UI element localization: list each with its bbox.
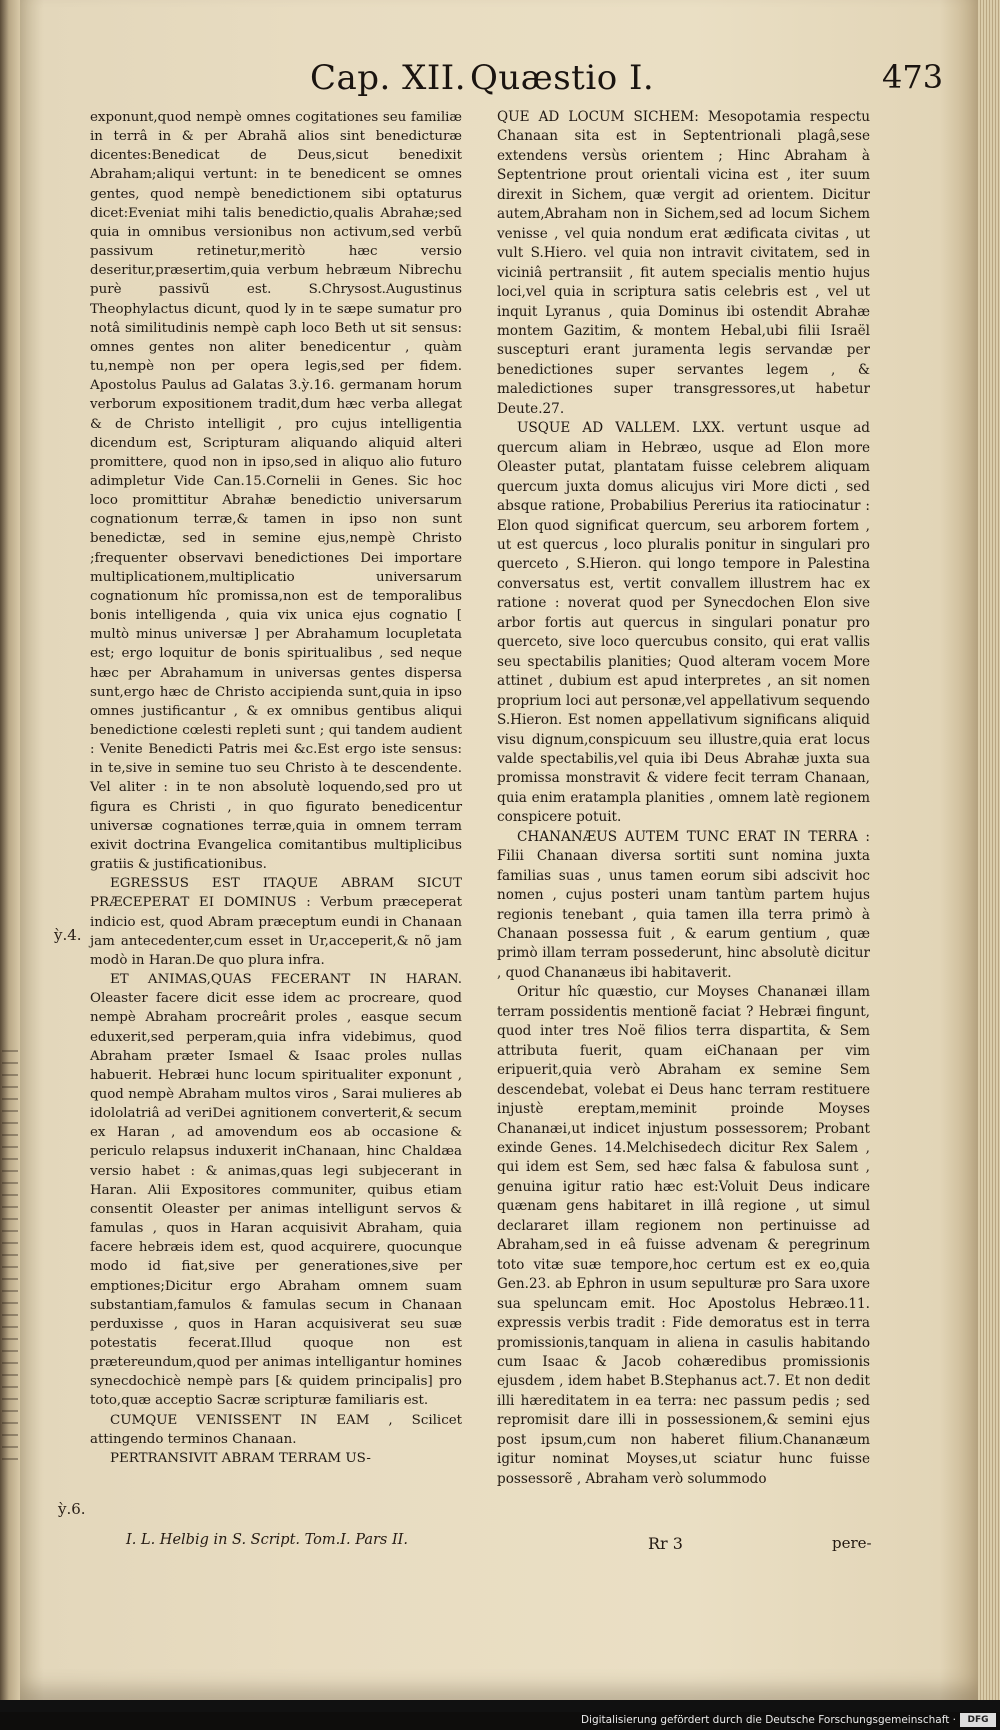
digitization-credit: Digitalisierung gefördert durch die Deutsche Forschungsgemeinschaft · [580, 1714, 956, 1726]
dfg-logo-icon: DFG [960, 1713, 996, 1727]
running-head-chapter: Cap. XII. [310, 58, 467, 98]
running-head-question: Quæstio I. [470, 58, 655, 98]
signature-mark: Rr 3 [648, 1534, 683, 1553]
verse-marker-6: ỳ.6. [58, 1500, 86, 1518]
paragraph: exponunt,quod nempè omnes cogitationes seu familiæ in terrâ in & per Abrahã alios sint benedicturæ dicentes:Benedicat de Deus,sicut benedixit Abraham;aliqui vertunt: in te benedicent se omnes gentes, quod nempè benedictionem sibi optaturus dicet:Eveniat mihi talis benedictio,qualis Abrahæ;sed quia in omnibus versionibus non activum,sed verbũ passivum retinetur,meritò hæc versio deseritur,præsertim,quia verbum hebræum Nibrechu purè passivũ est. S.Chrysost.Augustinus Theophylactus dicunt, quod ly in te sæpe sumatur pro notâ similitudinis nempè caph loco Beth ut sit sensus: omnes gentes non aliter benedicentur , quàm tu,nempè non per opera legis,sed per fidem. Apostolus Paulus ad Galatas 3.ỳ.16. germanam horum verborum expositionem tradit,dum hæc verba allegat & de Christo intelligit , pro cujus intelligentia dicendum est, Scripturam aliquando aliquid alteri promittere, quod non in ipso,sed in aliquo alio futuro adimpletur Vide Can.15.Cornelii in Genes. Sic hoc loco promittitur Abrahæ benedictio universarum cognationum terræ,& tamen in ipso non sunt benedictæ, sed in semine ejus,nempè Christo ;frequenter observavi benedictiones Dei importare multiplicationem,multiplicatio universarum cognationum hîc promissa,non est de temporalibus bonis intelligenda , quia vix unica ejus cognatio [ multò minus universæ ] per Abrahamum locupletata est; ergo loquitur de bonis spiritualibus , sed neque hæc per Abrahamum in universas gentes dispersa sunt,ergo hæc de Christo accipienda sunt,quia in ipso omnes justificantur , & ex omnibus gentibus aliqui benedictione cœlesti repleti sunt ; qui tandem audient : Venite Benedicti Patris mei &c.Est ergo iste sensus: in te,sive in semine tuo seu Christo à te descendente. Vel aliter : in te non absolutè loquendo,sed pro ut figura es Christi , in quo figurato benedicentur universæ cognationes terræ,quia in omnem terram exivit doctrina Evangelica comitantibus multiplicibus gratiis & justificationibus. [90, 110, 462, 873]
paragraph: ET ANIMAS,QUAS FECERANT IN HARAN. Oleaster facere dicit esse idem ac procreare, quod nempè Abraham procreârit proles , easque secum eduxerit,sed perperam,quia infra videbimus, quod Abraham præter Ismael & Isaac proles nullas habuerit. Hebræi hunc locum spiritualiter exponunt , quod nempè Abraham multos viros , Sarai mulieres ab idololatriâ ad veriDei agnitionem converterit,& secum ex Haran , ad amovendum eos ab occasione & periculo relapsus induxerit inChanaan, hinc Chaldæa versio habet : & animas,quas legi subjecerant in Haran. Alii Expositores communiter, quibus etiam consentit Oleaster per animas intelligunt servos & famulas , quos in Haran acquisivit Abraham, quia facere hebræis idem est, quod acquirere, quocunque modo id fiat,sive per generationes,sive per emptiones;Dicitur ergo Abraham omnem suam substantiam,famulos & famulas secum in Chanaan perduxisse , quos in Haran acquisiverat seu suæ potestatis fecerat.Illud quoque non est prætereundum,quod per animas intelligantur homines synecdochicè nempè pars [& quidem principalis] pro toto,quæ acceptio Sacræ scripturæ familiaris est. [90, 972, 462, 1409]
paragraph: Oritur hîc quæstio, cur Moyses Chananæi illam terram possidentis mentionẽ faciat ? Hebræi fingunt, quod inter tres Noë filios terra dispartita, & Sem attributa fuerit, quam eiChanaan per vim eripuerit,quia verò Abraham ex semine Sem descendebat, volebat ei Deus hanc terram restituere injustè ereptam,meminit proinde Moyses Chananæi,ut indicet injustum possessorem; Probant exinde Genes. 14.Melchisedech dicitur Rex Salem , qui idem est Sem, sed hæc falsa & fabulosa sunt , genuina igitur ratio hæc est:Voluit Deus indicare quænam gens habitaret in illâ regione , ut simul declararet illam regionem non pertinuisse ad Abraham,sed in eâ fuisse advenam & peregrinum toto vitæ suæ tempore,hoc certum est ex eo,quia Gen.23. ab Ephron in usum sepulturæ pro Sara uxore sua speluncam emit. Hoc Apostolus Hebræo.11. expressis verbis tradit : Fide demoratus est in terra promissionis,tanquam in aliena in casulis habitando cum Isaac & Jacob cohæredibus promissionis ejusdem , idem habet B.Stephanus act.7. Et non dedit illi hæreditatem in ea terra: nec passum pedis ; sed repromisit dare illi in possessionem,& semini ejus post ipsum,cum non haberet filium.Chananæum igitur nominat Moyses,ut sciatur hunc fuisse possessorẽ , Abraham verò solummodo [497, 984, 870, 1487]
verse-marker-4: ỳ.4. [54, 926, 82, 944]
paragraph: CHANANÆUS AUTEM TUNC ERAT IN TERRA : Filii Chanaan diversa sortiti sunt nomina juxta familias suas , unus tamen eorum sibi adscivit hoc nomen , cujus posteri unam tantùm partem hujus regionis tenebant , quia tamen illa terra primò à Chanaan possessa fuit , & earum gentium , quæ primò illam terram possederunt, hinc absolutè dicitur , quod Chananæus ibi habitaverit. [497, 828, 870, 981]
catchword: pere- [832, 1534, 872, 1552]
paragraph: CUMQUE VENISSENT IN EAM , Scilicet attingendo terminos Chanaan. [90, 1412, 462, 1447]
page-bottom-shadow [0, 1700, 1000, 1712]
paragraph: EGRESSUS EST ITAQUE ABRAM SICUT PRÆCEPERAT EI DOMINUS : Verbum præceperat indicio est, quod Abram præceptum eundi in Chanaan jam antecedenter,cum esset in Ur,acceperit,& nõ jam modò in Haran.De quo plura infra. [90, 876, 462, 968]
right-text-column [497, 108, 870, 1489]
left-page-edge [0, 0, 20, 1700]
left-text-column [90, 108, 462, 1468]
paragraph: QUE AD LOCUM SICHEM: Mesopotamia respectu Chanaan sita est in Septentrionali plagâ,sese extendens versùs orientem ; Hinc Abraham à Septentrione prout orientali vicina est , iter suum direxit in Sichem, quæ vergit ad orientem. Dicitur autem,Abraham non in Sichem,sed ad locum Sichem venisse , vel quia nondum erat ædificata civitas , ut vult S.Hiero. vel quia non intravit civitatem, sed in viciniâ pertransiit , fit autem specialis mentio hujus loci,vel quia in scriptura satis celebris est , vel ut inquit Lyranus , quia Dominus ibi ostendit Abrahæ montem Gazitim, & montem Hebal,ubi filii Israël suscepturi erant juramenta legis servandæ per benedictiones super servantes legem , & maledictiones super transgressores,ut habetur Deute.27. [497, 109, 870, 417]
page-number: 473 [882, 58, 944, 96]
page-block-edge [978, 0, 1000, 1700]
adjacent-page-margin [2, 1040, 18, 1460]
paragraph: USQUE AD VALLEM. LXX. vertunt usque ad quercum aliam in Hebræo, usque ad Elon more Oleaster putat, plantatam fuisse celebrem aliquam quercum juxta domus alicujus viri More dicti , sed absque ratione, Probabilius Pererius ita ratiocinatur : Elon quod significat quercum, seu arborem fortem , ut est quercus , loco pluralis ponitur in singulari pro querceto , S.Hieron. qui longo tempore in Palestina conversatus est, vertit convallem illustrem hac ex ratione : noverat quod per Synecdochen Elon sive arbor fortis aut quercus in singulari ponatur pro querceto, sive loco quercubus consito, qui erat vallis seu spectabilis planities; Quod alteram vocem More attinet , dubium est apud interpretes , an sit nomen proprium loci aut personæ,vel appellativum sequendo S.Hieron. Est nomen appellativum significans aliquid visu dignum,conspicuum seu illustre,quia erat locus valde spectabilis,vel quia ibi Deus Abrahæ juxta sua promissa monstravit & videre fecit terram Chanaan, quia enim eratampla planities , omnem latè regionem conspicere potuit. [497, 420, 870, 826]
author-line: I. L. Helbig in S. Script. Tom.I. Pars II. [126, 1532, 409, 1548]
paragraph: PERTRANSIVIT ABRAM TERRAM US- [110, 1450, 371, 1466]
